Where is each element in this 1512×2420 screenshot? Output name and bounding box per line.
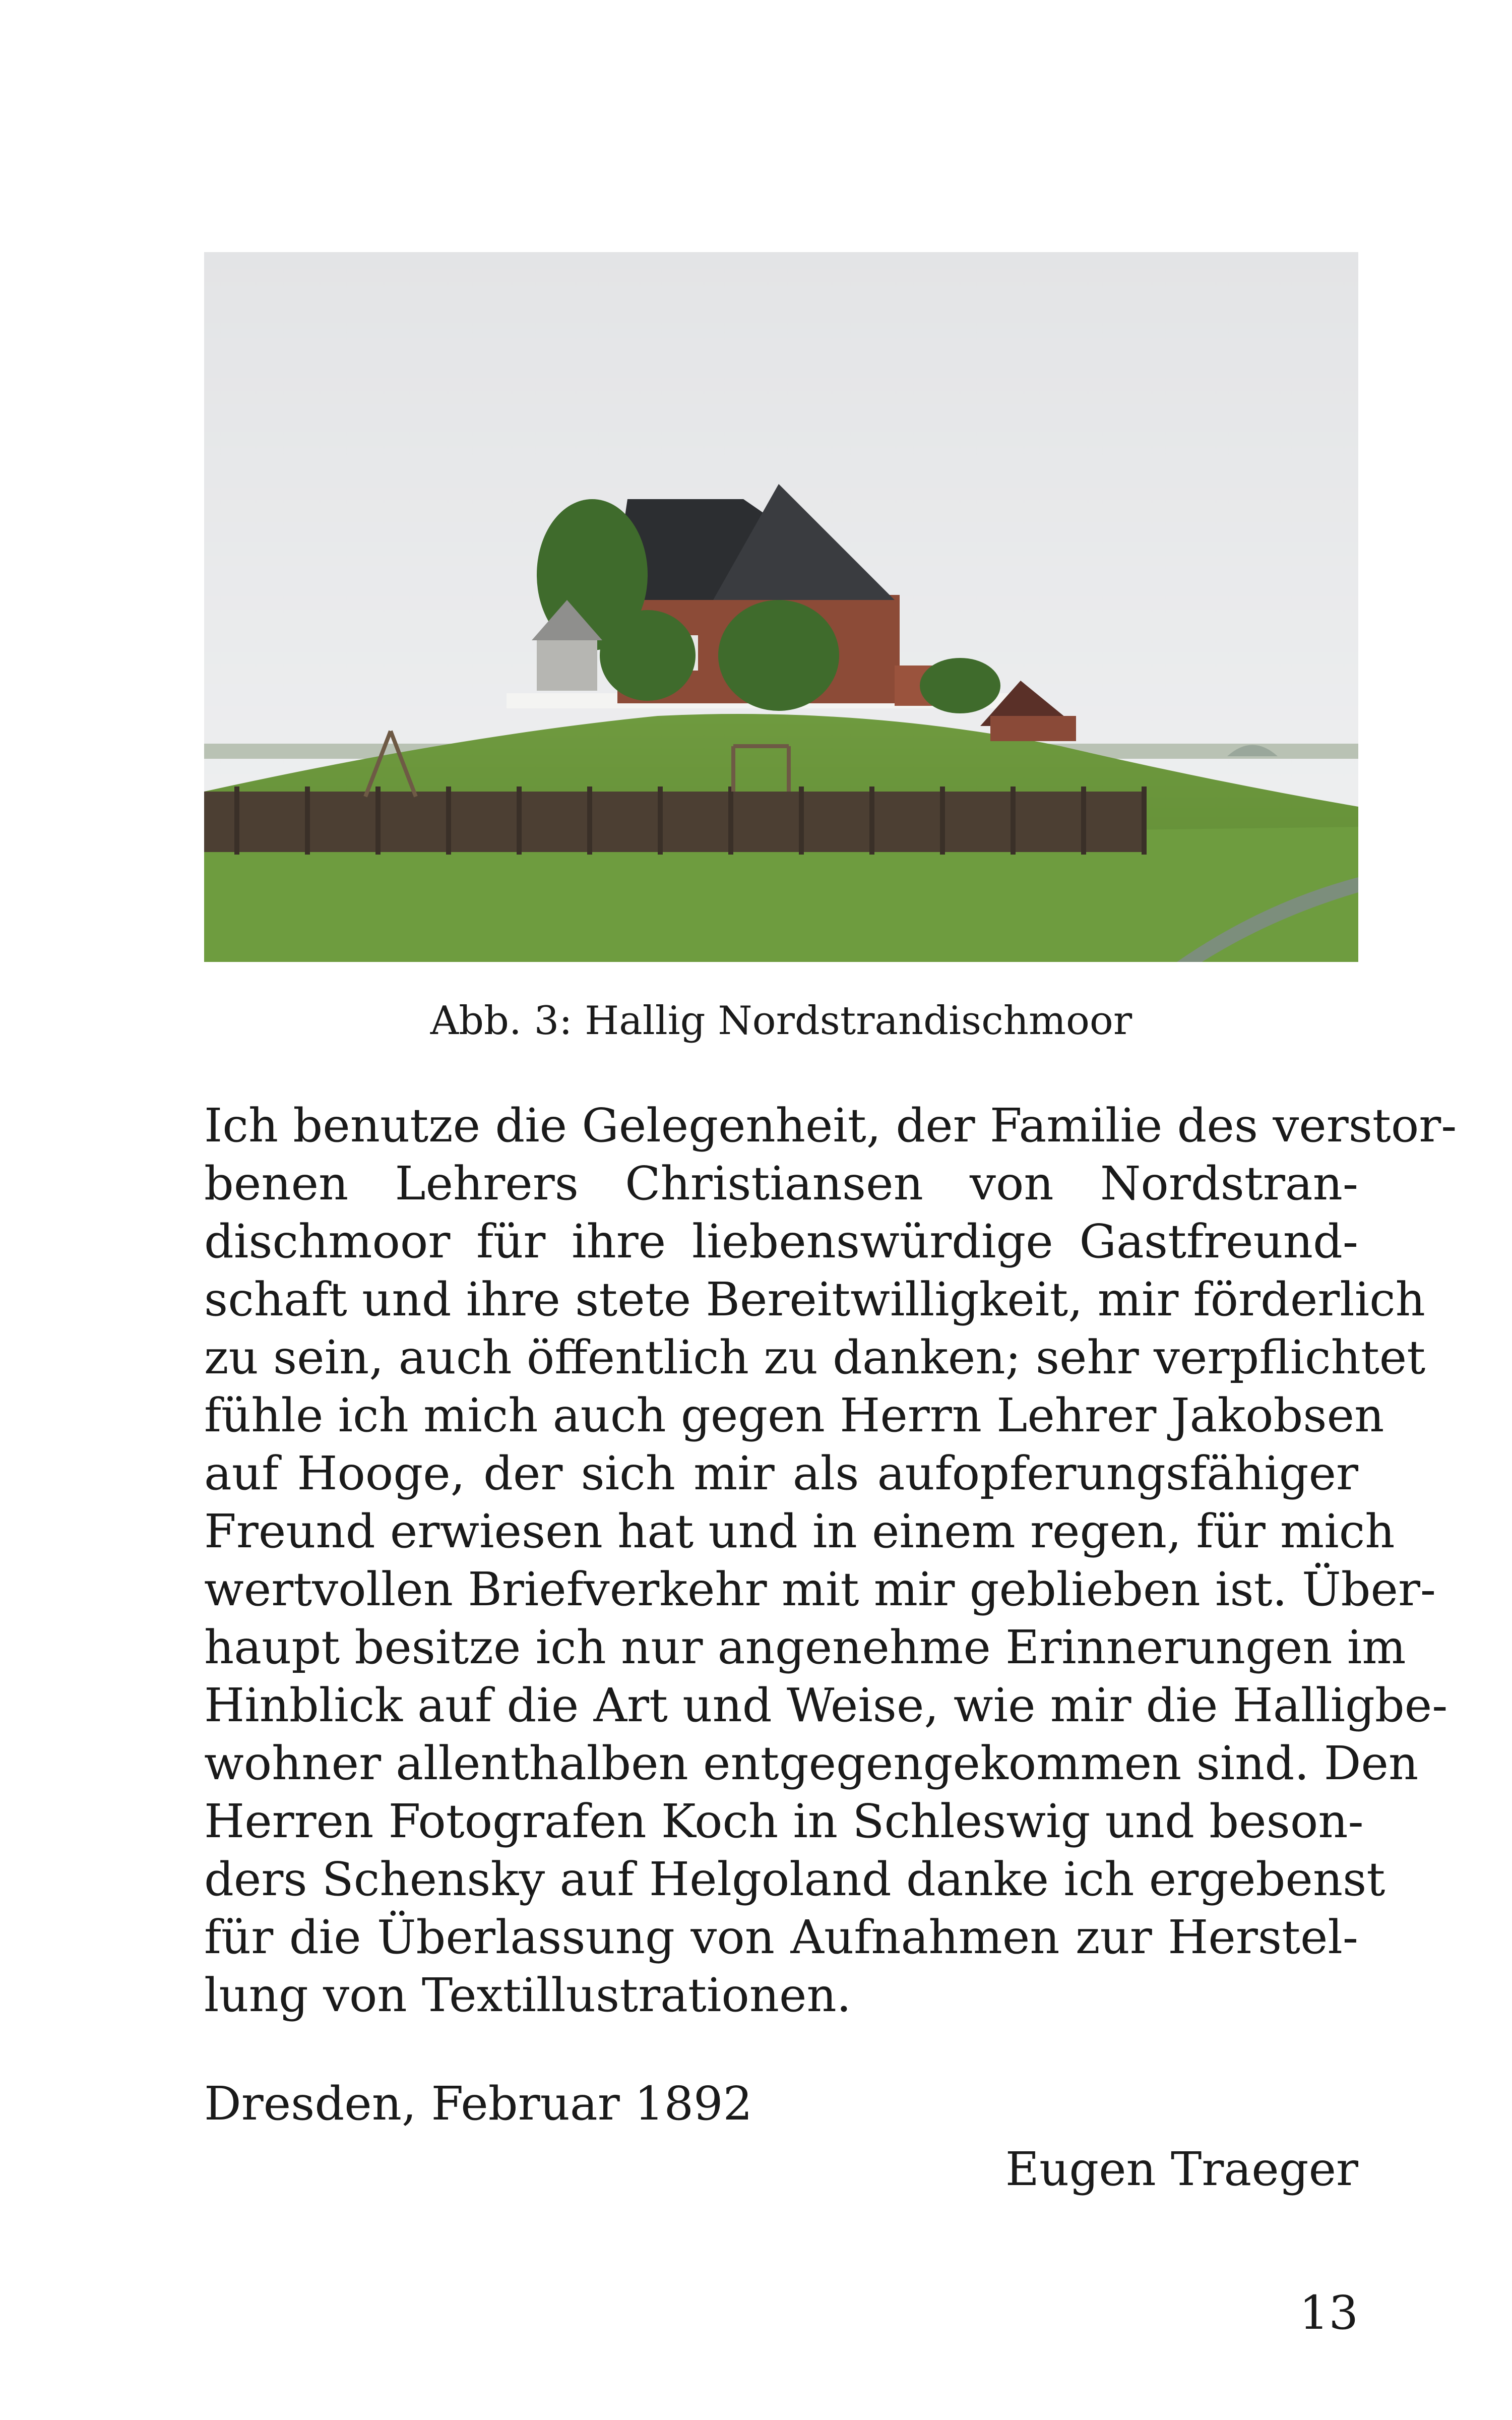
text-line: dischmoor für ihre liebenswürdige Gastfreund- (204, 1215, 1358, 1268)
text-line: schaft und ihre stete Bereitwilligkeit, mir förderlich (204, 1273, 1425, 1326)
hallig-photo-illustration (204, 252, 1358, 962)
text-line: Herren Fotografen Koch in Schleswig und beson- (204, 1794, 1364, 1848)
text-line: Ich benutze die Gelegenheit, der Familie des verstor- (204, 1099, 1457, 1153)
text-line: für die Überlassung von Aufnahmen zur Herstel- (204, 1910, 1358, 1964)
place-date: Dresden, Februar 1892 (204, 2077, 753, 2131)
page-number: 13 (1299, 2286, 1358, 2340)
body-paragraph (204, 1097, 1457, 2024)
text-line: Freund erwiesen hat und in einem regen, für mich (204, 1504, 1395, 1558)
text-line: benen Lehrers Christiansen von Nordstran- (204, 1157, 1358, 1211)
text-line: haupt besitze ich nur angenehme Erinnerungen im (204, 1620, 1406, 1674)
text-line: fühle ich mich auch gegen Herrn Lehrer Jakobsen (204, 1388, 1384, 1442)
figure-caption: Abb. 3: Hallig Nordstrandischmoor (430, 998, 1132, 1044)
text-line: auf Hooge, der sich mir als aufopferungsfähiger (204, 1446, 1358, 1500)
author-signature: Eugen Traeger (1005, 2142, 1358, 2196)
text-line: zu sein, auch öffentlich zu danken; sehr verpflichtet (204, 1330, 1426, 1384)
text-line: wohner allenthalben entgegengekommen sind. Den (204, 1736, 1419, 1790)
text-line: wertvollen Briefverkehr mit mir geblieben ist. Über- (204, 1562, 1436, 1616)
text-line: ders Schensky auf Helgoland danke ich ergebenst (204, 1852, 1385, 1906)
palisade-fence (204, 792, 1147, 852)
text-line: Hinblick auf die Art und Weise, wie mir die Halligbe- (204, 1678, 1448, 1732)
figure-photo-hallig (204, 252, 1358, 962)
text-line: lung von Textillustrationen. (204, 1968, 851, 2022)
